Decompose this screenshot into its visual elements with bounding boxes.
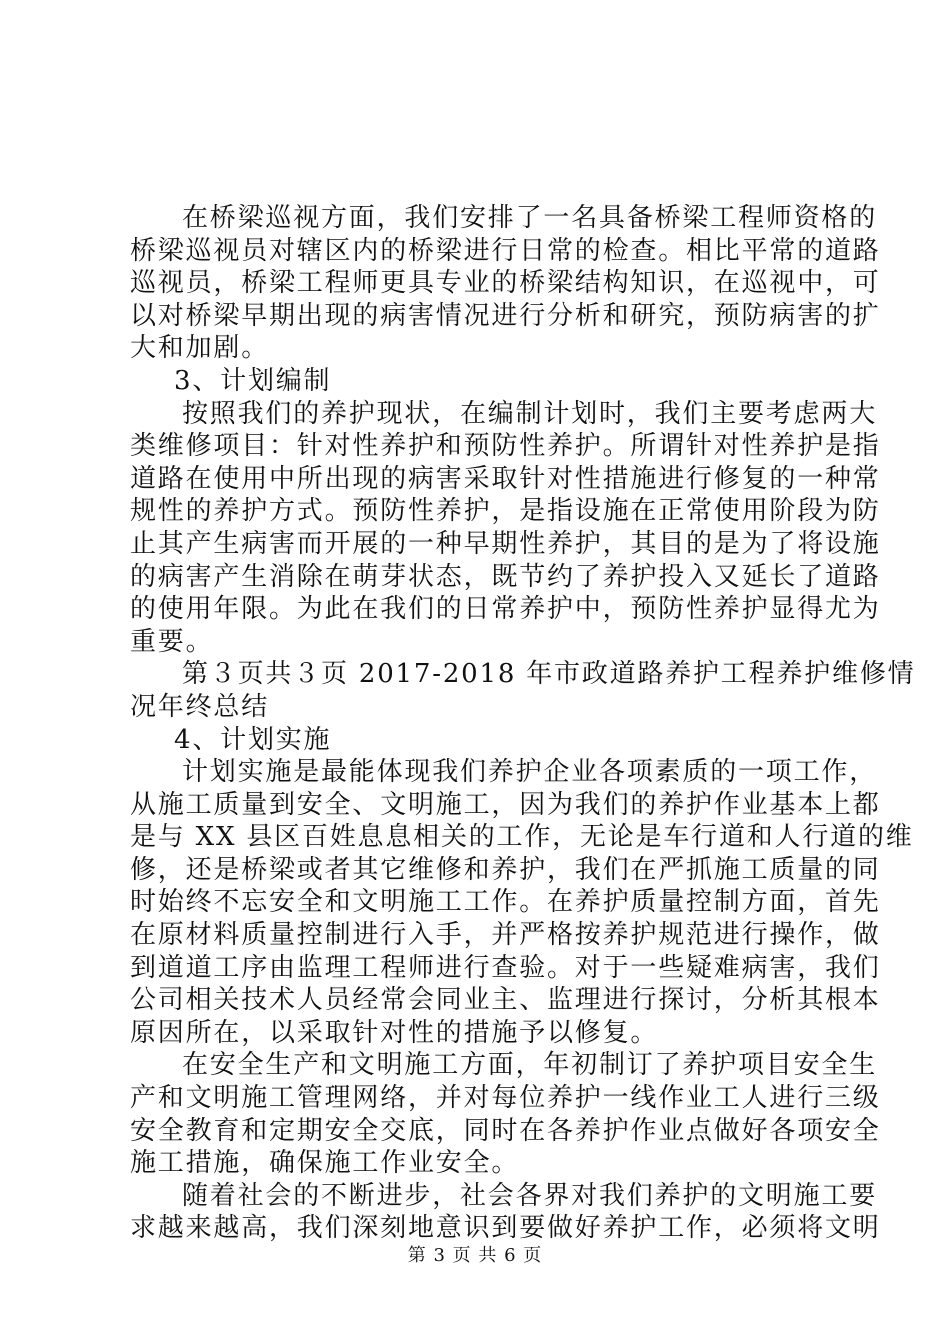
text-line: 况年终总结 bbox=[130, 691, 270, 722]
paragraph bbox=[130, 756, 914, 1049]
text-line: 以对桥梁早期出现的病害情况进行分析和研究，预防病害的扩 bbox=[130, 300, 881, 331]
document-body bbox=[130, 202, 916, 1245]
text-line: 在桥梁巡视方面，我们安排了一名具备桥梁工程师资格的 bbox=[182, 203, 878, 233]
text-line: 公司相关技术人员经常会同业主、监理进行探讨，分析其根本 bbox=[130, 985, 881, 1016]
text-line: 安全教育和定期安全交底，同时在各养护作业点做好各项安全 bbox=[130, 1115, 881, 1146]
page-footer: 第 3 页 共 6 页 bbox=[407, 1245, 543, 1266]
text-line: 重要。 bbox=[130, 626, 214, 657]
text-line: 止其产生病害而开展的一种早期性养护，其目的是为了将设施 bbox=[130, 528, 881, 559]
text-line: 道路在使用中所出现的病害采取针对性措施进行修复的一种常 bbox=[130, 463, 881, 494]
text-line: 的病害产生消除在萌芽状态，既节约了养护投入又延长了道路 bbox=[130, 561, 881, 592]
text-line: 按照我们的养护现状，在编制计划时，我们主要考虑两大 bbox=[182, 398, 878, 429]
text-line: 是与 XX 县区百姓息息相关的工作，无论是车行道和人行道的维 bbox=[130, 822, 914, 853]
paragraph bbox=[130, 658, 916, 723]
text-line: 巡视员，桥梁工程师更具专业的桥梁结构知识，在巡视中，可 bbox=[130, 268, 881, 299]
paragraph bbox=[130, 202, 881, 365]
paragraph bbox=[130, 398, 881, 659]
text-line: 规性的养护方式。预防性养护，是指设施在正常使用阶段为防 bbox=[130, 496, 881, 527]
text-line: 大和加剧。 bbox=[130, 333, 270, 364]
text-line: 在原材料质量控制进行入手，并严格按养护规范进行操作，做 bbox=[130, 920, 881, 951]
text-line: 求越来越高，我们深刻地意识到要做好养护工作，必须将文明 bbox=[130, 1213, 881, 1244]
text-line: 修，还是桥梁或者其它维修和养护，我们在严抓施工质量的同 bbox=[130, 854, 881, 885]
text-line: 时始终不忘安全和文明施工工作。在养护质量控制方面，首先 bbox=[130, 887, 881, 918]
text-line: 计划实施是最能体现我们养护企业各项素质的一项工作， bbox=[182, 757, 878, 788]
text-line: 原因所在，以采取针对性的措施予以修复。 bbox=[130, 1017, 659, 1048]
section-heading: 3、计划编制 bbox=[174, 365, 332, 396]
text-line: 从施工质量到安全、文明施工，因为我们的养护作业基本上都 bbox=[130, 789, 881, 820]
text-line: 随着社会的不断进步，社会各界对我们养护的文明施工要 bbox=[182, 1180, 878, 1211]
text-line: 到道道工序由监理工程师进行查验。对于一些疑难病害，我们 bbox=[130, 952, 881, 983]
text-line: 桥梁巡视员对辖区内的桥梁进行日常的检查。相比平常的道路 bbox=[130, 235, 881, 266]
text-line: 的使用年限。为此在我们的日常养护中，预防性养护显得尤为 bbox=[130, 594, 881, 625]
paragraph bbox=[130, 1049, 881, 1179]
text-line: 产和文明施工管理网络，并对每位养护一线作业工人进行三级 bbox=[130, 1083, 881, 1114]
text-line: 施工措施，确保施工作业安全。 bbox=[130, 1148, 520, 1179]
paragraph bbox=[130, 1180, 881, 1245]
text-line: 第３页共３页 2017-2018 年市政道路养护工程养护维修情 bbox=[182, 659, 916, 690]
text-line: 在安全生产和文明施工方面，年初制订了养护项目安全生 bbox=[182, 1050, 878, 1081]
text-line: 类维修项目：针对性养护和预防性养护。所谓针对性养护是指 bbox=[130, 431, 881, 462]
section-heading: 4、计划实施 bbox=[174, 724, 332, 755]
